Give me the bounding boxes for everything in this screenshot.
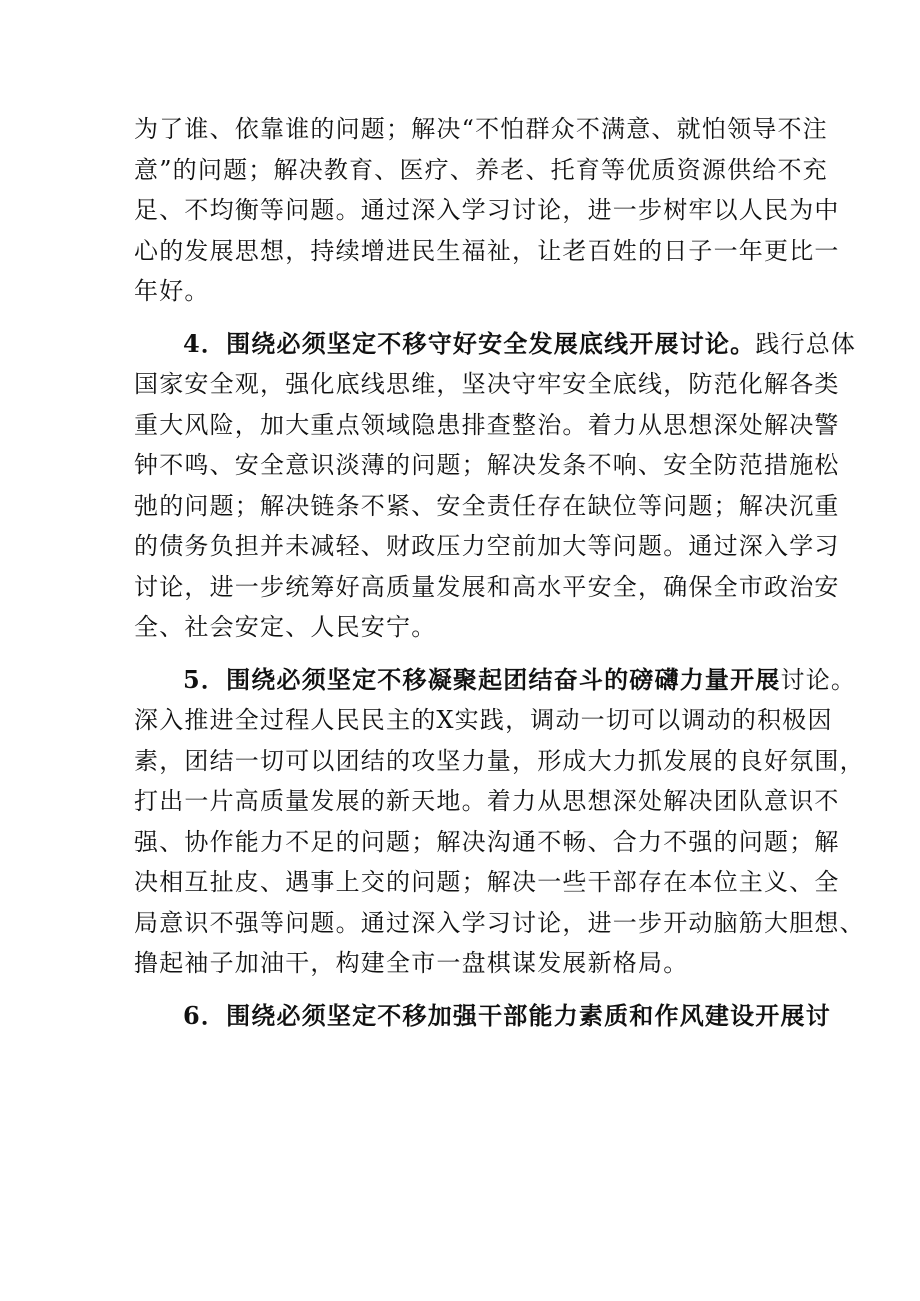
text-line: 弛的问题；解决链条不紧、安全责任存在缺位等问题；解决沉重 (134, 491, 840, 520)
text-line: 局意识不强等问题。通过深入学习讨论，进一步开动脑筋大胆想、 (134, 908, 865, 937)
text-line: 钟不鸣、安全意识淡薄的问题；解决发条不响、安全防范措施松 (134, 451, 840, 479)
text-line: 决相互扯皮、遇事上交的问题；解决一些干部存在本位主义、全 (134, 868, 840, 896)
paragraph-first-line (134, 660, 857, 701)
paragraph-item-5 (134, 660, 865, 984)
item-heading: 4．围绕必须坚定不移守好安全发展底线开展讨论。 (183, 328, 756, 358)
text-line: 素，团结一切可以团结的攻坚力量，形成大力抓发展的良好氛围， (134, 746, 865, 775)
text-line: 的债务负担并未减轻、财政压力空前加大等问题。通过深入学习 (134, 532, 840, 560)
first-line-rest: 践行总体 (755, 329, 857, 358)
first-line-rest: 讨论。 (780, 665, 857, 694)
text-line: 年好。 (134, 277, 210, 305)
item-heading: 6．围绕必须坚定不移加强干部能力素质和作风建设开展讨 (183, 1000, 831, 1030)
text-line: 深入推进全过程人民民主的X实践，调动一切可以调动的积极因 (134, 706, 833, 734)
text-line: 强、协作能力不足的问题；解决沟通不畅、合力不强的问题；解 (134, 827, 840, 856)
text-line: 国家安全观，强化底线思维，坚决守牢安全底线，防范化解各类 (134, 370, 840, 398)
text-line: 足、不均衡等问题。通过深入学习讨论，进一步树牢以人民为中 (134, 196, 840, 224)
text-line: 全、社会安定、人民安宁。 (134, 613, 437, 641)
text-line: 打出一片高质量发展的新天地。着力从思想深处解决团队意识不 (134, 787, 840, 815)
text-line: 讨论，进一步统筹好高质量发展和高水平安全，确保全市政治安 (134, 572, 840, 601)
paragraph-item-6 (134, 996, 831, 1037)
text-line: 撸起袖子加油干，构建全市一盘棋谋发展新格局。 (134, 949, 689, 977)
text-line: 心的发展思想，持续增进民生福祉，让老百姓的日子一年更比一 (134, 236, 840, 265)
text-line: 为了谁、依靠谁的问题；解决“不怕群众不满意、就怕领导不注 (134, 115, 828, 143)
paragraph-first-line (134, 324, 857, 365)
paragraph-item-4 (134, 324, 857, 648)
paragraph-continuation (134, 109, 840, 312)
text-line: 重大风险，加大重点领域隐患排查整治。着力从思想深处解决警 (134, 410, 840, 439)
document-page (134, 109, 865, 1036)
text-line: 意”的问题；解决教育、医疗、养老、托育等优质资源供给不充 (134, 155, 828, 184)
paragraph-first-line (134, 996, 831, 1037)
item-heading: 5．围绕必须坚定不移凝聚起团结奋斗的磅礴力量开展 (183, 664, 781, 694)
